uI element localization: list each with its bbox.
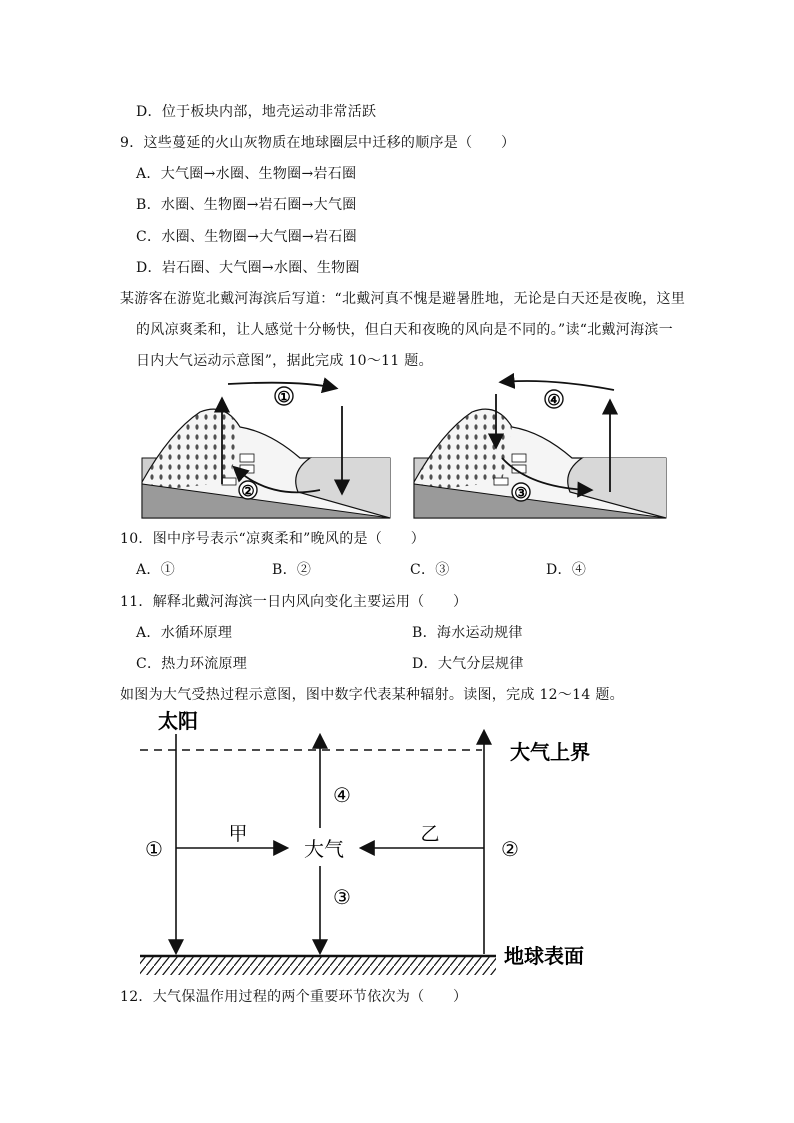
- q8-option-d: D．位于板块内部，地壳运动非常活跃: [136, 104, 377, 120]
- q9-option-b: B．水圈、生物圈→岩石圈→大气圈: [136, 197, 357, 213]
- q9-option-a: A．大气圈→水圈、生物圈→岩石圈: [136, 166, 357, 182]
- sun-label: 太阳: [158, 709, 198, 733]
- q11-option-d: D．大气分层规律: [412, 656, 524, 672]
- q11-option-a: A．水循环原理: [136, 625, 233, 641]
- q10-option-b: B．②: [272, 562, 312, 578]
- passage2: 如图为大气受热过程示意图，图中数字代表某种辐射。读图，完成 12～14 题。: [120, 687, 624, 703]
- passage1-line2: 的风凉爽柔和，让人感觉十分畅快，但白天和夜晚的风向是不同的。”读“北戴河海滨一: [136, 322, 674, 338]
- surface-label: 地球表面: [504, 944, 584, 968]
- label-1: ①: [277, 388, 291, 406]
- label-4: ④: [547, 391, 561, 409]
- night-panel: [414, 381, 666, 518]
- q11-option-b: B．海水运动规律: [412, 625, 523, 641]
- jia-label: 甲: [228, 823, 248, 845]
- top-boundary-label: 大气上界: [510, 740, 590, 764]
- q10-option-c: C．③: [410, 562, 450, 578]
- q10-option-d: D．④: [546, 562, 587, 578]
- q9-option-d: D．岩石圈、大气圈→水圈、生物圈: [136, 260, 360, 276]
- n3-label: ③: [333, 885, 351, 909]
- q11-stem: 11．解释北戴河海滨一日内风向变化主要运用（ ）: [120, 594, 468, 610]
- q11-option-c: C．热力环流原理: [136, 656, 248, 672]
- atmosphere-heating-figure: [130, 706, 610, 982]
- label-2: ②: [241, 482, 255, 500]
- coastal-wind-figure: [130, 372, 675, 524]
- yi-label: 乙: [420, 823, 440, 845]
- n4-label: ④: [333, 783, 351, 807]
- q10-option-a: A．①: [136, 562, 176, 578]
- q10-stem: 10．图中序号表示“凉爽柔和”晚风的是（ ）: [120, 531, 426, 547]
- n1-label: ①: [145, 837, 163, 861]
- day-panel: [142, 383, 390, 518]
- label-3: ③: [514, 484, 528, 502]
- q12-stem: 12．大气保温作用过程的两个重要环节依次为（ ）: [120, 989, 468, 1005]
- atmosphere-label: 大气: [304, 837, 344, 861]
- passage1-line1: 某游客在游览北戴河海滨后写道：“北戴河真不愧是避暑胜地，无论是白天还是夜晚，这里: [120, 291, 686, 307]
- q9-stem: 9．这些蔓延的火山灰物质在地球圈层中迁移的顺序是（ ）: [120, 135, 516, 151]
- passage1-line3: 日内大气运动示意图”，据此完成 10～11 题。: [136, 353, 433, 369]
- q9-option-c: C．水圈、生物圈→大气圈→岩石圈: [136, 229, 357, 245]
- n2-label: ②: [501, 837, 519, 861]
